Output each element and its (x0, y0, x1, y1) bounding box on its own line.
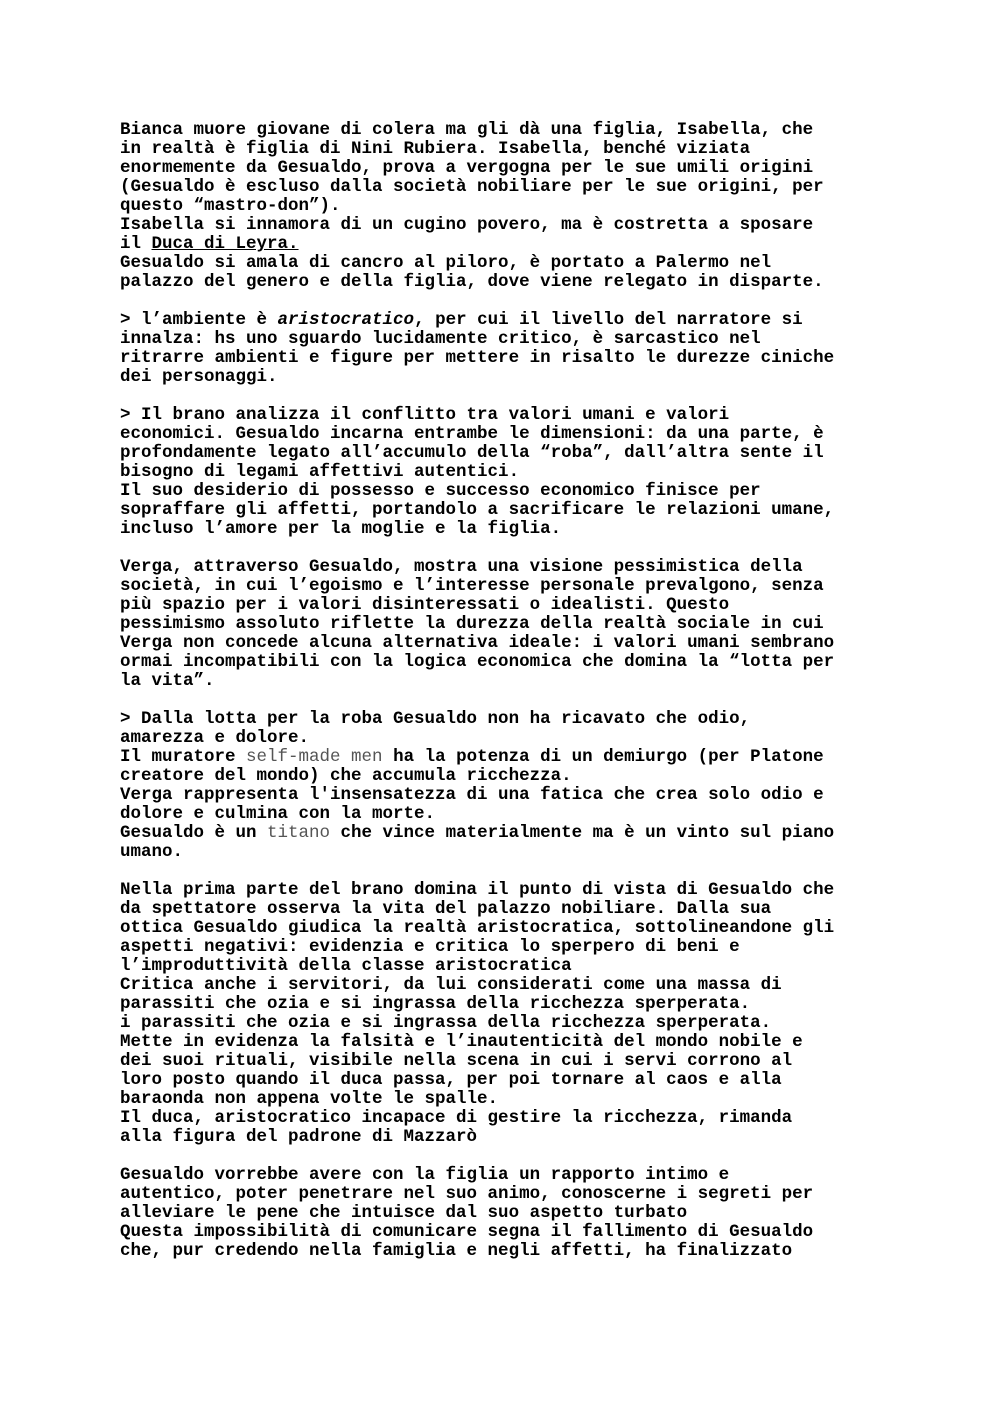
text-line: in realtà è figlia di Nini Rubiera. Isabella, benché viziata (120, 139, 751, 159)
text-line: Questa impossibilità di comunicare segna il fallimento di Gesualdo (120, 1222, 814, 1242)
text-line: Verga, attraverso Gesualdo, mostra una visione pessimistica della (120, 557, 803, 577)
line-segment: Gesualdo è un (120, 823, 268, 843)
line-segment: , per cui il livello del narratore si (414, 310, 803, 330)
text-line: l’improduttività della classe aristocratica (120, 956, 572, 976)
paragraph (120, 121, 900, 292)
paragraph (120, 558, 900, 691)
text-line: aspetti negativi: evidenzia e critica lo sperpero di beni e (120, 937, 740, 957)
text-line: dolore e culmina con la morte. (120, 804, 436, 824)
text-line: più spazio per i valori disinteressati o idealisti. Questo (120, 595, 730, 615)
text-line: da spettatore osserva la vita del palazzo nobiliare. Dalla sua (120, 899, 772, 919)
text-line: Il suo desiderio di possesso e successo economico finisce per (120, 481, 761, 501)
paragraph (120, 406, 900, 539)
text-line: Verga rappresenta l'insensatezza di una fatica che crea solo odio e (120, 785, 824, 805)
text-line: alleviare le pene che intuisce dal suo aspetto turbato (120, 1203, 688, 1223)
text-line: i parassiti che ozia e si ingrassa della ricchezza sperperata. (120, 1013, 772, 1033)
text-line (120, 311, 900, 330)
unbolded-term: titano (267, 823, 331, 843)
text-line: baraonda non appena volte le spalle. (120, 1089, 499, 1109)
text-line: Isabella si innamora di un cugino povero, ma è costretta a sposare (120, 215, 814, 235)
text-line: Verga non concede alcuna alternativa ideale: i valori umani sembrano (120, 633, 835, 653)
text-line: società, in cui l’egoismo e l’interesse personale prevalgono, senza (120, 576, 824, 596)
paragraph (120, 881, 900, 1147)
text-line: loro posto quando il duca passa, per poi tornare al caos e alla (120, 1070, 782, 1090)
line-segment: Il muratore (120, 747, 247, 767)
text-line: la vita”. (120, 671, 215, 691)
text-line: alla figura del padrone di Mazzarò (120, 1127, 478, 1147)
line-segment: il (120, 234, 152, 254)
line-segment: > l’ambiente è (120, 310, 278, 330)
paragraph (120, 1166, 900, 1261)
text-line: bisogno di legami affettivi autentici. (120, 462, 520, 482)
text-line: sopraffare gli affetti, portandolo a sacrificare le relazioni umane, (120, 500, 835, 520)
text-line: Gesualdo vorrebbe avere con la figlia un rapporto intimo e (120, 1165, 730, 1185)
text-line (120, 824, 900, 843)
underlined-term: Duca di Leyra. (151, 234, 299, 254)
text-line: ottica Gesualdo giudica la realtà aristocratica, sottolineandone gli (120, 918, 835, 938)
text-line: ormai incompatibili con la logica economica che domina la “lotta per (120, 652, 835, 672)
text-line: creatore del mondo) che accumula ricchezza. (120, 766, 572, 786)
text-line: Mette in evidenza la falsità e l’inautenticità del mondo nobile e (120, 1032, 803, 1052)
paragraph (120, 311, 900, 387)
text-line: > Il brano analizza il conflitto tra valori umani e valori (120, 405, 730, 425)
text-line: incluso l’amore per la moglie e la figlia. (120, 519, 562, 539)
text-line: ritrarre ambienti e figure per mettere in risalto le durezze ciniche (120, 348, 835, 368)
text-line: parassiti che ozia e si ingrassa della ricchezza sperperata. (120, 994, 751, 1014)
text-line: amarezza e dolore. (120, 728, 310, 748)
text-line: enormemente da Gesualdo, prova a vergogna per le sue umili origini (120, 158, 814, 178)
text-line (120, 235, 900, 254)
text-line: umano. (120, 842, 184, 862)
text-line: innalza: hs uno sguardo lucidamente critico, è sarcastico nel (120, 329, 761, 349)
italic-term: aristocratico (277, 310, 415, 330)
text-line: autentico, poter penetrare nel suo animo, conoscerne i segreti per (120, 1184, 814, 1204)
text-line (120, 748, 900, 767)
text-line: Gesualdo si amala di cancro al piloro, è portato a Palermo nel (120, 253, 772, 273)
line-segment: che vince materialmente ma è un vinto sul piano (330, 823, 835, 843)
text-line: (Gesualdo è escluso dalla società nobiliare per le sue origini, per (120, 177, 824, 197)
line-segment: ha la potenza di un demiurgo (per Platone (382, 747, 824, 767)
text-line: > Dalla lotta per la roba Gesualdo non ha ricavato che odio, (120, 709, 751, 729)
text-line: economici. Gesualdo incarna entrambe le dimensioni: da una parte, è (120, 424, 824, 444)
text-line: profondamente legato all’accumulo della “roba”, dall’altra sente il (120, 443, 824, 463)
text-line: questo “mastro-don”). (120, 196, 341, 216)
document-page (120, 121, 900, 1280)
text-line: Il duca, aristocratico incapace di gestire la ricchezza, rimanda (120, 1108, 793, 1128)
text-line: palazzo del genero e della figlia, dove viene relegato in disparte. (120, 272, 824, 292)
text-line: che, pur credendo nella famiglia e negli affetti, ha finalizzato (120, 1241, 793, 1261)
unbolded-term: self-made men (246, 747, 383, 767)
text-line: dei personaggi. (120, 367, 278, 387)
text-line: Critica anche i servitori, da lui considerati come una massa di (120, 975, 782, 995)
text-line: Bianca muore giovane di colera ma gli dà una figlia, Isabella, che (120, 120, 814, 140)
paragraph (120, 710, 900, 862)
text-line: dei suoi rituali, visibile nella scena in cui i servi corrono al (120, 1051, 793, 1071)
text-line: pessimismo assoluto riflette la durezza della realtà sociale in cui (120, 614, 824, 634)
text-line: Nella prima parte del brano domina il punto di vista di Gesualdo che (120, 880, 835, 900)
